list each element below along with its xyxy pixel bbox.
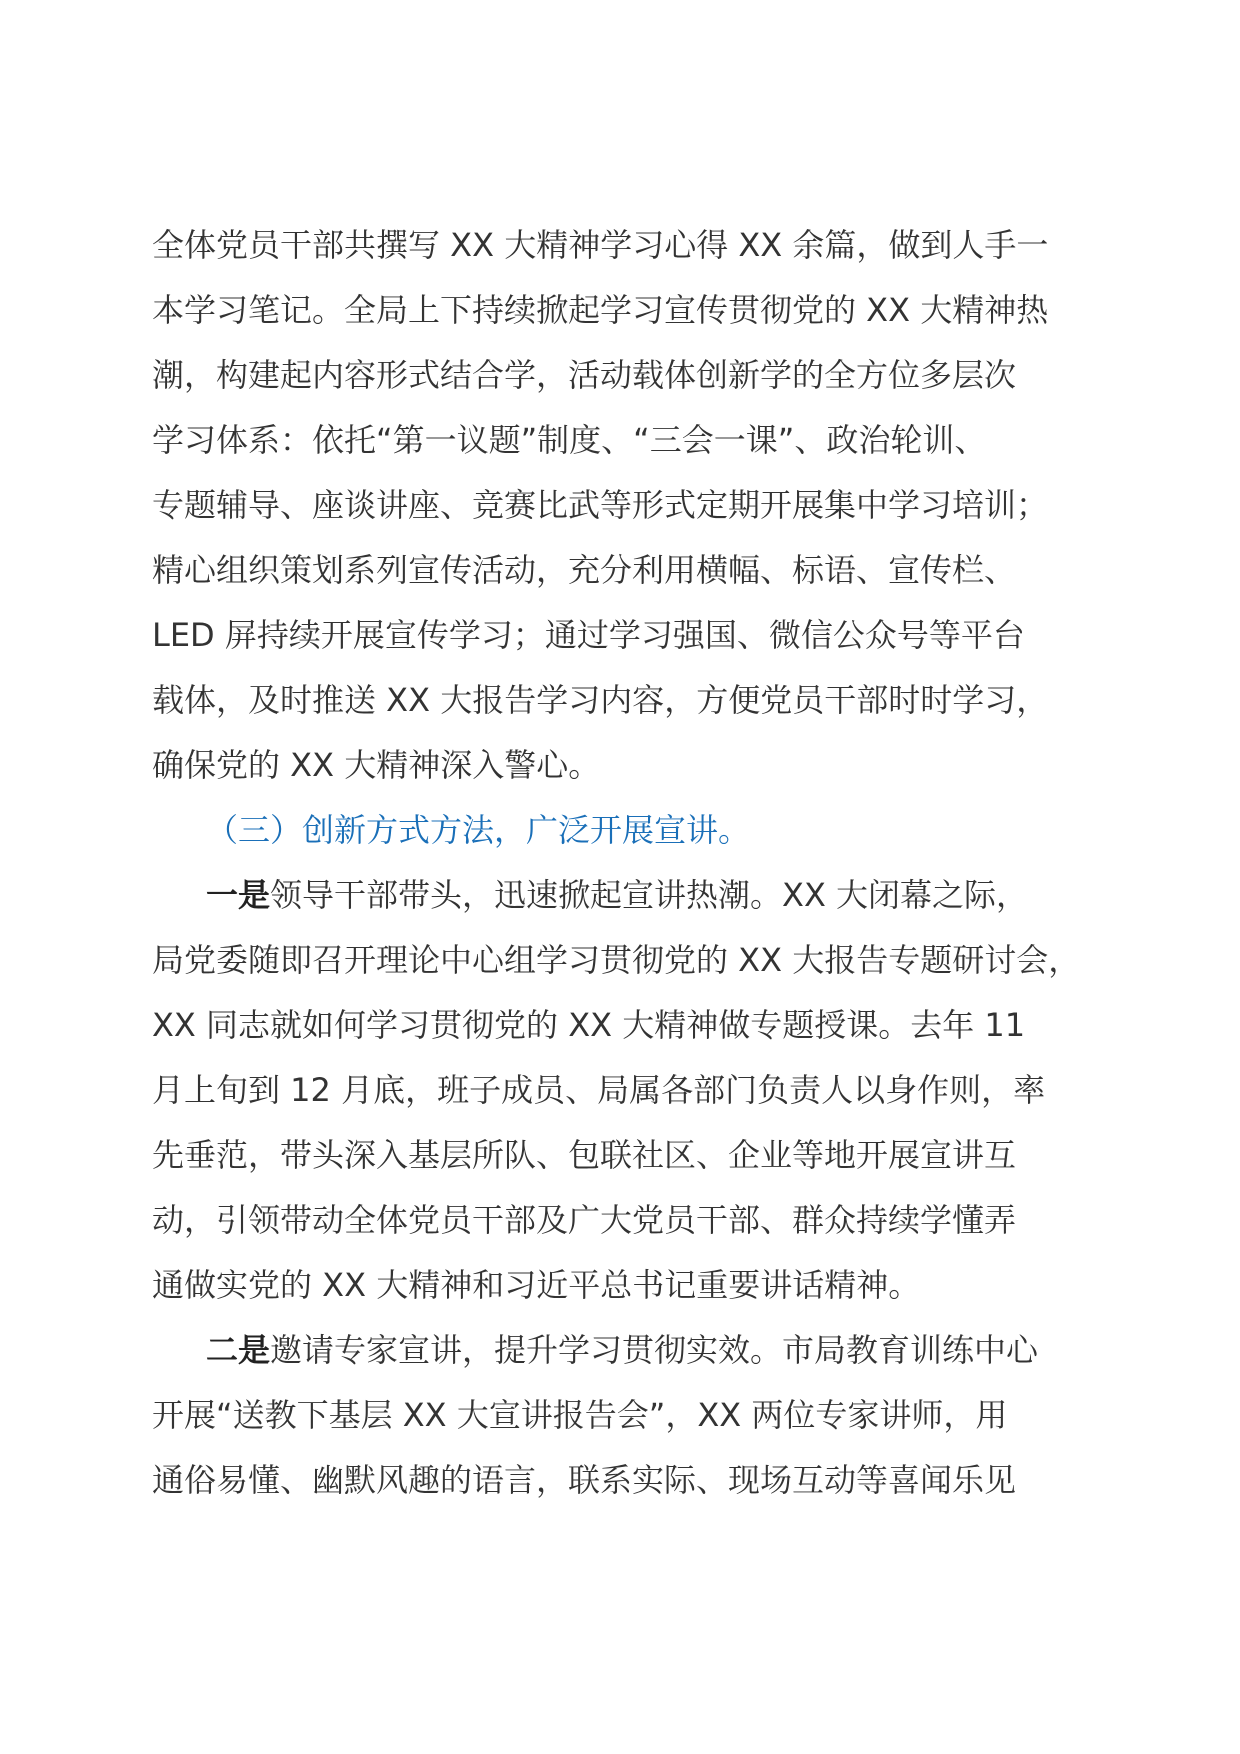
para1-first-line — [152, 863, 1102, 928]
para1-lead: 一是 — [206, 876, 271, 914]
para2-lead: 二是 — [206, 1331, 271, 1369]
para1-first-rest: 领导干部带头，迅速掀起宣讲热潮。XX 大闭幕之际， — [270, 876, 1029, 914]
para1-line-5: 先垂范，带头深入基层所队、包联社区、企业等地开展宣讲互 — [152, 1136, 1017, 1174]
body-line-4: 学习体系：依托“第一议题”制度、“三会一课”、政治轮训、 — [152, 421, 987, 459]
body-line-9: 确保党的 XX 大精神深入警心。 — [152, 746, 601, 784]
para1-line-4: 月上旬到 12 月底，班子成员、局属各部门负责人以身作则，率 — [152, 1071, 1046, 1109]
para2-first-rest: 邀请专家宣讲，提升学习贯彻实效。市局教育训练中心 — [270, 1331, 1039, 1369]
para2-line-2: 开展“送教下基层 XX 大宣讲报告会”，XX 两位专家讲师，用 — [152, 1396, 1008, 1434]
para1-line-7: 通做实党的 XX 大精神和习近平总书记重要讲话精神。 — [152, 1266, 921, 1304]
para2-first-line — [152, 1318, 1102, 1383]
section-heading: （三）创新方式方法，广泛开展宣讲。 — [206, 811, 751, 849]
para1-line-6: 动，引领带动全体党员干部及广大党员干部、群众持续学懂弄 — [152, 1201, 1017, 1239]
body-line-8: 载体，及时推送 XX 大报告学习内容，方便党员干部时时学习， — [152, 681, 1049, 719]
body-line-7: LED 屏持续开展宣传学习；通过学习强国、微信公众号等平台 — [152, 616, 1025, 654]
body-line-2: 本学习笔记。全局上下持续掀起学习宣传贯彻党的 XX 大精神热 — [152, 291, 1049, 329]
body-line-6: 精心组织策划系列宣传活动，充分利用横幅、标语、宣传栏、 — [152, 551, 1017, 589]
para1-line-3: XX 同志就如何学习贯彻党的 XX 大精神做专题授课。去年 11 — [152, 1006, 1026, 1044]
para1-line-2: 局党委随即召开理论中心组学习贯彻党的 XX 大报告专题研讨会， — [152, 941, 1081, 979]
body-line-5: 专题辅导、座谈讲座、竞赛比武等形式定期开展集中学习培训； — [152, 486, 1049, 524]
body-line-3: 潮，构建起内容形式结合学，活动载体创新学的全方位多层次 — [152, 356, 1017, 394]
document-body — [152, 213, 1102, 1513]
para2-line-3: 通俗易懂、幽默风趣的语言，联系实际、现场互动等喜闻乐见 — [152, 1461, 1017, 1499]
body-line-1: 全体党员干部共撰写 XX 大精神学习心得 XX 余篇，做到人手一 — [152, 226, 1049, 264]
